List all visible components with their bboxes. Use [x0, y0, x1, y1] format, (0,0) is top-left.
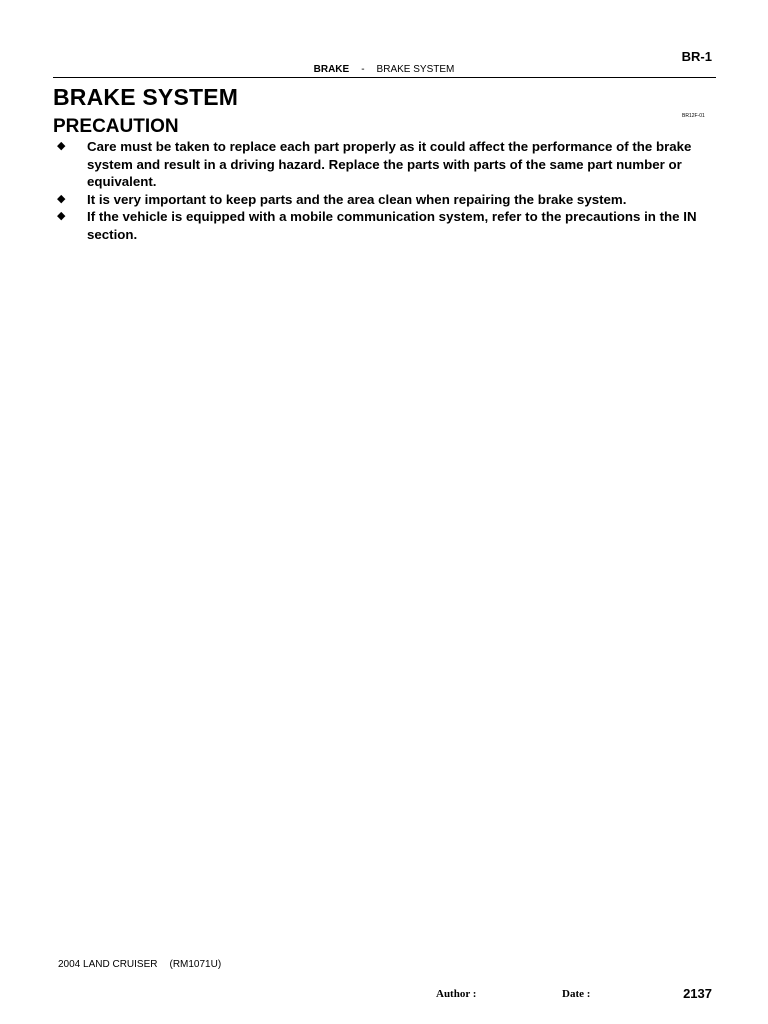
author-label: Author : [436, 988, 477, 1000]
diamond-bullet-icon: ◆ [57, 210, 66, 223]
precaution-list [53, 138, 721, 244]
list-item-text: Care must be taken to replace each part properly as it could affect the performance of the brake system and result in a driving hazard. Replace the parts with parts of the same part number or equivalent. [87, 139, 692, 190]
date-label: Date : [562, 988, 591, 1000]
page-number: 2137 [683, 986, 712, 1001]
document-id: BR12F-01 [682, 113, 705, 119]
diamond-bullet-icon: ◆ [57, 192, 66, 205]
vehicle-model [58, 959, 221, 970]
list-item [53, 138, 721, 191]
header-rule [53, 77, 716, 78]
page-code: BR-1 [681, 49, 712, 64]
manual-code: (RM1071U) [169, 959, 222, 970]
list-item [53, 191, 721, 209]
section-heading: PRECAUTION [53, 116, 179, 137]
breadcrumb-subsection: BRAKE SYSTEM [376, 64, 455, 75]
page-title: BRAKE SYSTEM [53, 84, 239, 110]
diamond-bullet-icon: ◆ [57, 140, 66, 152]
model-name: 2004 LAND CRUISER [58, 959, 158, 970]
breadcrumb [0, 64, 768, 75]
list-item [53, 208, 721, 243]
breadcrumb-section: BRAKE [313, 64, 350, 75]
list-item-text: It is very important to keep parts and the area clean when repairing the brake system. [87, 191, 627, 207]
list-item-text: If the vehicle is equipped with a mobile communication system, refer to the precautions in the IN section. [87, 209, 697, 242]
breadcrumb-separator: - [361, 64, 365, 75]
